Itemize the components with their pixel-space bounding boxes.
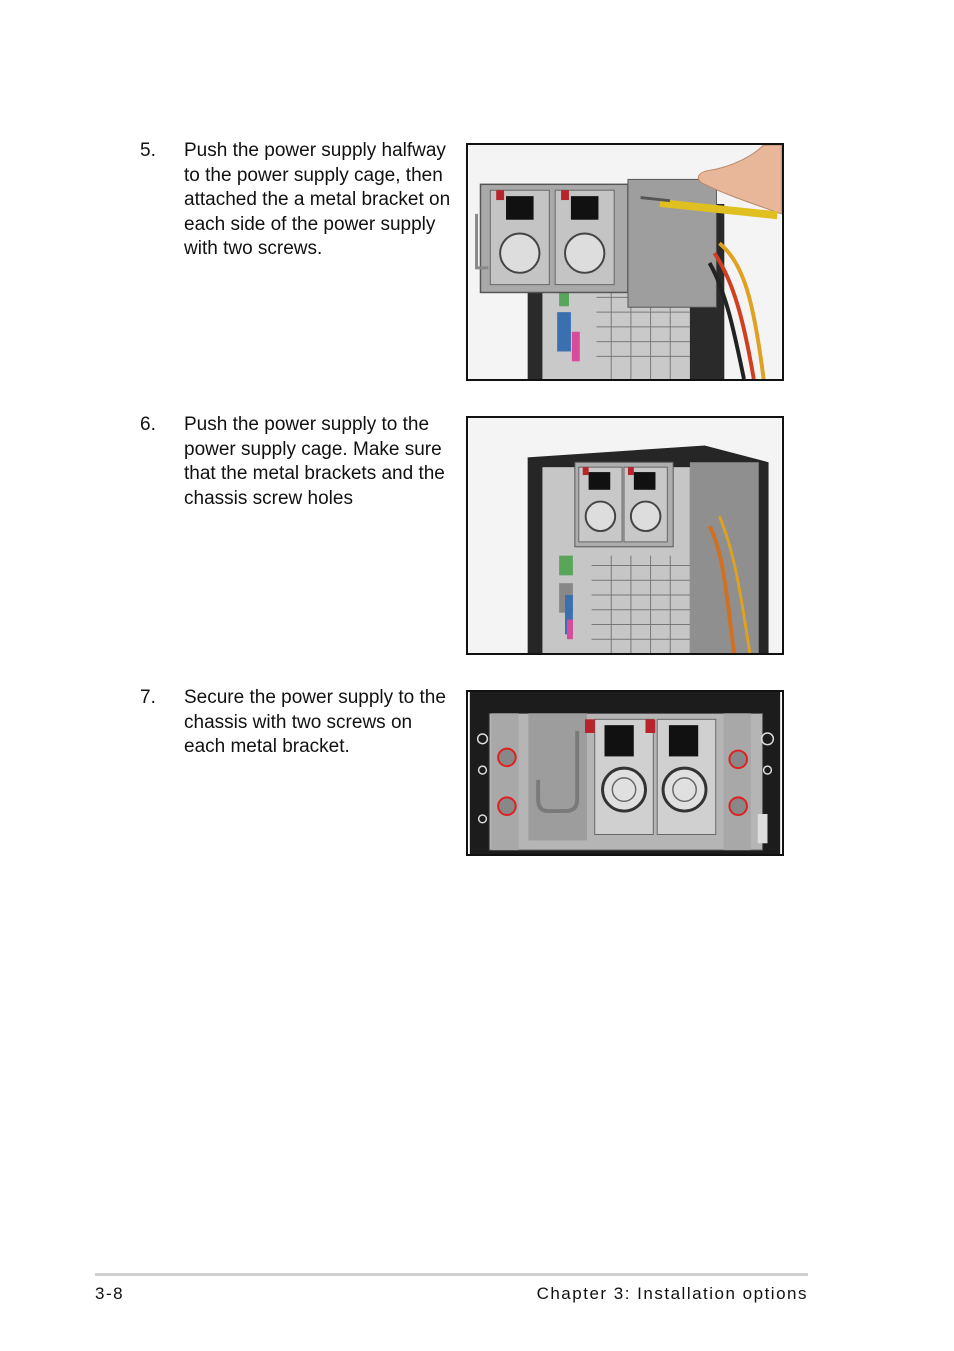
step-text: Push the power supply halfway to the power supply cage, then attached the a metal bracket on each side of the power supply with two screws. xyxy=(184,140,451,259)
page-number: 3-8 xyxy=(95,1284,125,1303)
photo-psu-pushed-in xyxy=(466,416,784,655)
chapter-title: Chapter 3: Installation options xyxy=(536,1284,808,1303)
psu-bracket-attach-illustration xyxy=(468,145,782,379)
step-number: 5. xyxy=(140,140,156,161)
step-text: Push the power supply to the power supply cage. Make sure that the metal brackets and the chassis screw holes xyxy=(184,414,445,509)
step-number: 6. xyxy=(140,414,156,435)
footer-divider xyxy=(95,1273,808,1276)
photo-psu-secured xyxy=(466,690,784,856)
psu-pushed-in-illustration xyxy=(468,418,782,653)
psu-secured-illustration xyxy=(468,692,782,854)
step-text: Secure the power supply to the chassis with two screws on each metal bracket. xyxy=(184,687,446,757)
photo-psu-bracket-attach xyxy=(466,143,784,381)
step-number: 7. xyxy=(140,687,156,708)
